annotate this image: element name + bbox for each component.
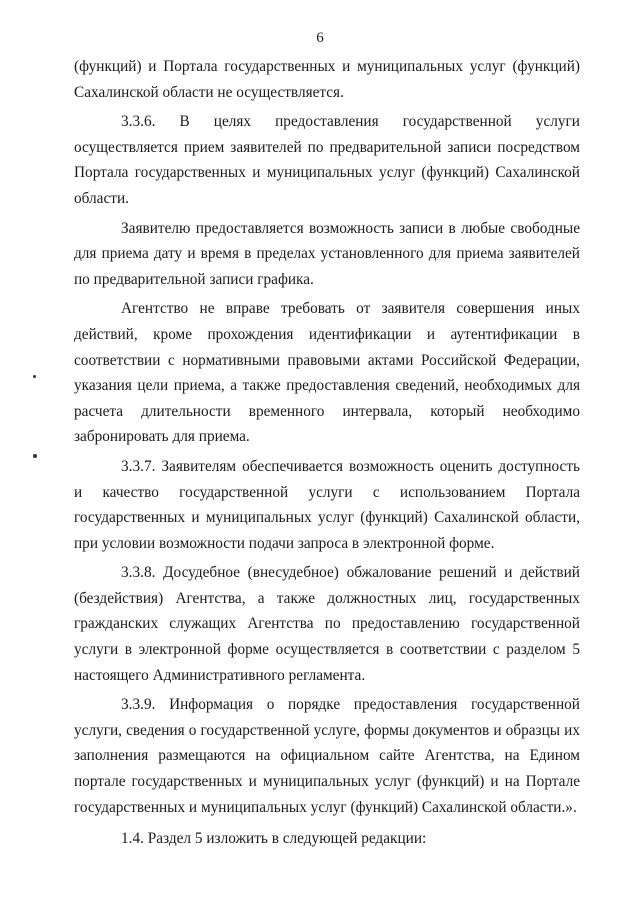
paragraph-1-4: 1.4. Раздел 5 изложить в следующей редакции: <box>121 830 427 848</box>
paragraph-appointment-booking: Заявителю предоставляется возможность записи в любые свободные для приема дату и время в пределах установленного для приема заявителей по предварительной записи графика. <box>74 219 580 288</box>
paragraph-3-3-7: 3.3.7. Заявителям обеспечивается возможность оценить доступность и качество государственной услуги с использованием Портала государственных и муниципальных услуг (функций) Сахалинской области, при условии возможности подачи запроса в электронной форме. <box>74 457 580 552</box>
page-number: 6 <box>316 30 324 46</box>
paragraph-agency-restrictions: Агентство не вправе требовать от заявителя совершения иных действий, кроме прохождения идентификации и аутентификации в соответствии с нормативными правовыми актами Российской Федерации, указания цели приема, а также предоставления сведений, необходимых для расчета длительности временного интервала, который необходимо забронировать для приема. <box>74 300 580 446</box>
paragraph-3-3-9: 3.3.9. Информация о порядке предоставления государственной услуги, сведения о государственной услуге, формы документов и образцы их заполнения размещаются на официальном сайте Агентства, на Едином портале государственных и муниципальных услуг (функций) и на Портале государственных и муниципальных услуг (функций) Сахалинской области.». <box>74 696 580 816</box>
scan-mark <box>33 375 36 378</box>
paragraph-3-3-8: 3.3.8. Досудебное (внесудебное) обжалование решений и действий (бездействия) Агентства, а также должностных лиц, государственных гражданских служащих Агентства по предоставлению государственной услуги в электронной форме осуществляется в соответствии с разделом 5 настоящего Административного регламента. <box>74 564 580 684</box>
scan-mark <box>33 454 37 458</box>
document-body <box>74 54 580 856</box>
paragraph-continuation: (функций) и Портала государственных и муниципальных услуг (функций) Сахалинской области не осуществляется. <box>74 58 580 101</box>
paragraph-3-3-6: 3.3.6. В целях предоставления государственной услуги осуществляется прием заявителей по предварительной записи посредством Портала государственных и муниципальных услуг (функций) Сахалинской области. <box>74 113 580 207</box>
